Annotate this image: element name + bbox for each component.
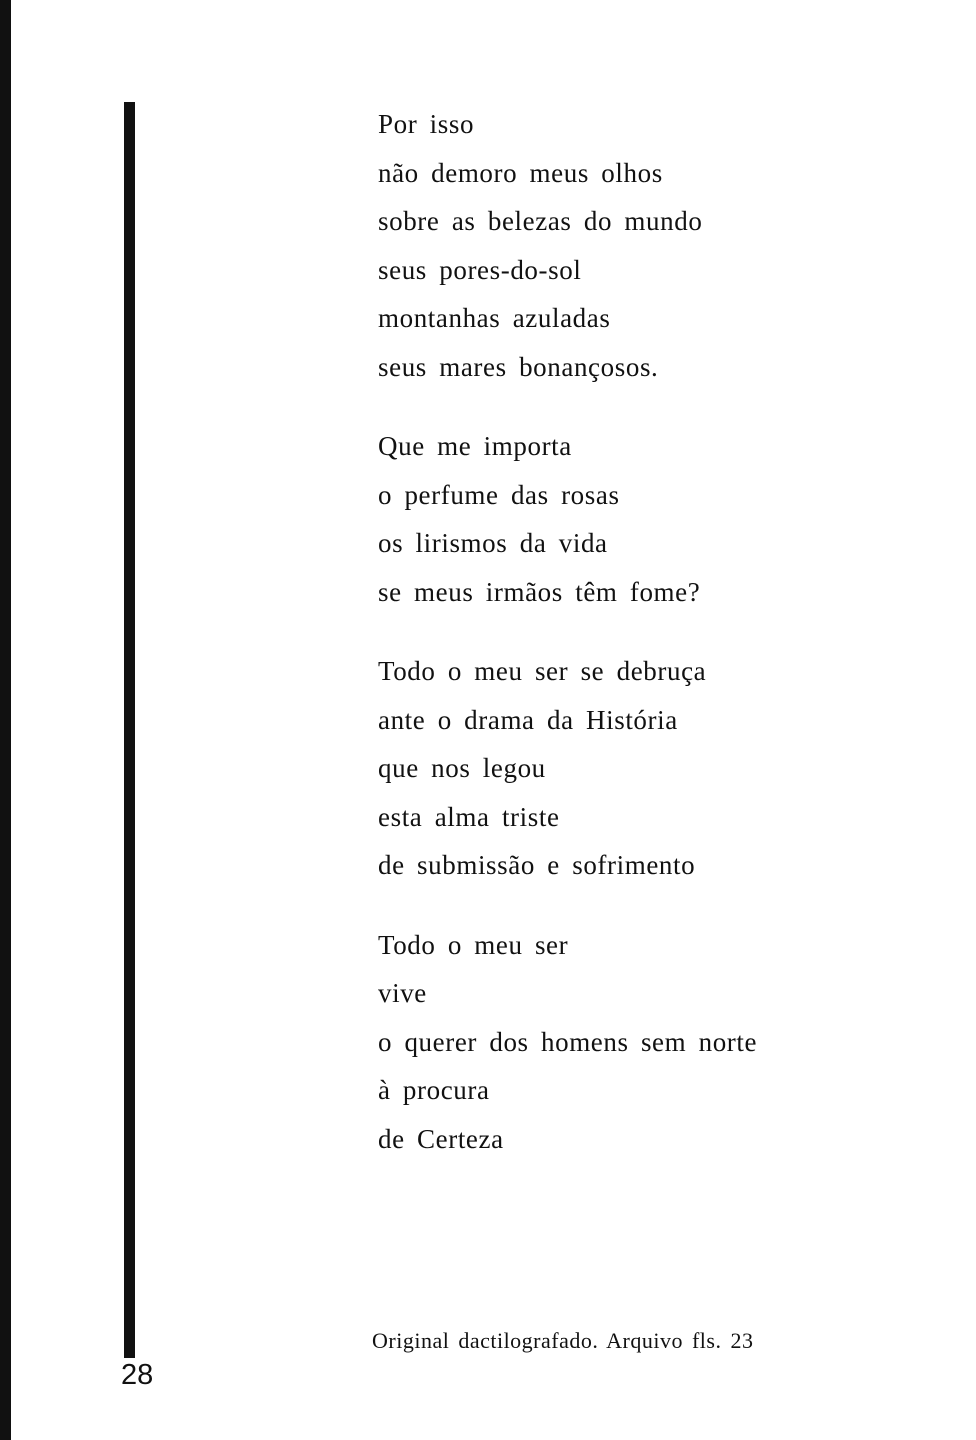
poem-line: de submissão e sofrimento — [378, 850, 696, 880]
poem-line: o querer dos homens sem norte — [378, 1026, 758, 1057]
poem-line: Por isso — [378, 109, 475, 139]
stanza-4 — [378, 921, 938, 1164]
poem-line: Todo o meu ser se debruça — [378, 656, 707, 686]
source-footnote: Original dactilografado. Arquivo fls. 23 — [372, 1328, 754, 1353]
stanza-3 — [378, 647, 938, 890]
poem-line: Que me importa — [378, 431, 572, 461]
poem-line: vive — [378, 978, 427, 1008]
poem-line: sobre as belezas do mundo — [378, 206, 703, 236]
poem-line: seus mares bonançosos. — [378, 351, 659, 382]
poem — [378, 100, 938, 1194]
poem-line: o perfume das rosas — [378, 479, 620, 510]
page-number: 28 — [121, 1359, 154, 1391]
poem-line: à procura — [378, 1075, 490, 1105]
poem-line: não demoro meus olhos — [378, 157, 663, 188]
vertical-rule — [124, 102, 135, 1358]
poem-line: de Certeza — [378, 1123, 504, 1154]
poem-line: montanhas azuladas — [378, 303, 611, 333]
poem-line: os lirismos da vida — [378, 528, 608, 558]
stanza-1 — [378, 100, 938, 391]
poem-line: se meus irmãos têm fome? — [378, 576, 701, 607]
poem-line: ante o drama da História — [378, 704, 678, 735]
poem-line: que nos legou — [378, 753, 546, 783]
poem-line: seus pores-do-sol — [378, 254, 582, 285]
poem-line: Todo o meu ser — [378, 929, 569, 960]
page-edge-bar — [0, 0, 11, 1440]
stanza-2 — [378, 422, 938, 616]
poem-line: esta alma triste — [378, 801, 560, 832]
